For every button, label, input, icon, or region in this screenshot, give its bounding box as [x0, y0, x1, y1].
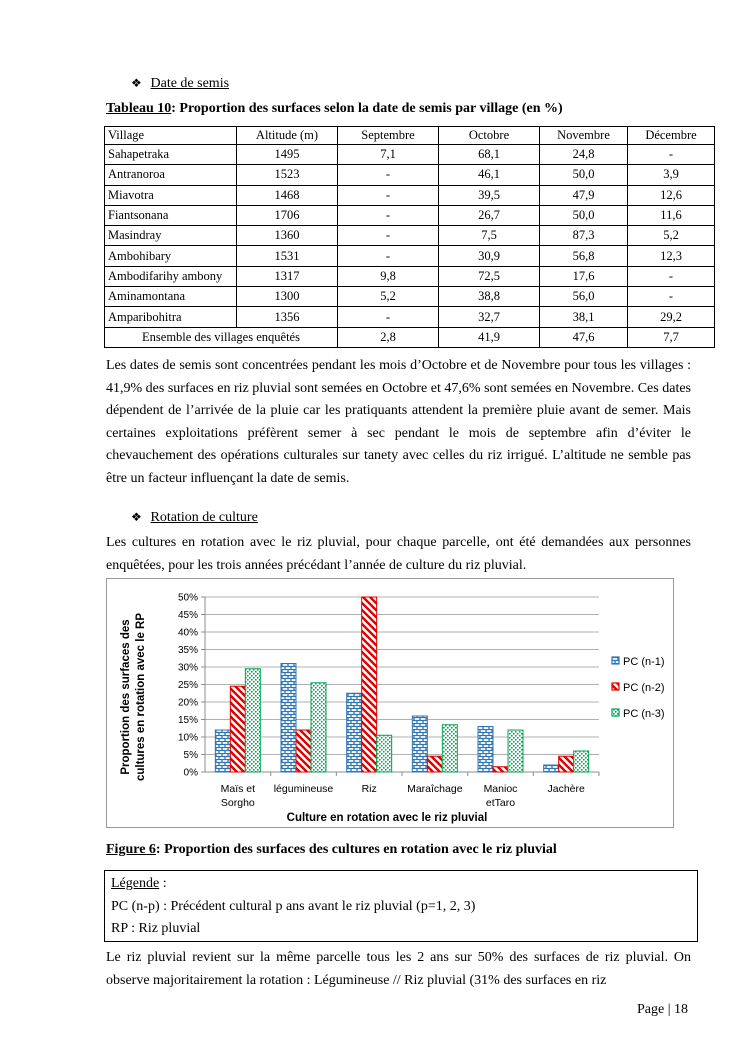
y-tick-label: 5% [183, 750, 198, 761]
y-tick-label: 25% [177, 680, 198, 691]
x-category-label: Manioc [483, 783, 518, 795]
table-header-row [105, 127, 715, 145]
table-row [105, 307, 715, 327]
table-cell: 1523 [237, 165, 338, 185]
table-cell: 39,5 [439, 185, 540, 205]
table-header-cell: Novembre [540, 127, 628, 145]
x-axis-title: Culture en rotation avec le riz pluvial [286, 812, 488, 824]
y-axis-title-line1: Proportion des surfaces des [120, 619, 132, 775]
page-footer [637, 1002, 688, 1018]
table-cell: - [338, 226, 439, 246]
table-cell: 50,0 [540, 165, 628, 185]
table-cell: 24,8 [540, 145, 628, 165]
table-total-row [105, 327, 715, 347]
table-cell: 56,8 [540, 246, 628, 266]
table-cell: 5,2 [628, 226, 715, 246]
table-row [105, 226, 715, 246]
table-cell: - [338, 205, 439, 225]
table-header-cell: Octobre [439, 127, 540, 145]
y-tick-label: 15% [177, 715, 198, 726]
table-cell: 47,9 [540, 185, 628, 205]
table-cell: 1531 [237, 246, 338, 266]
bar-pc-n-3 [574, 751, 589, 772]
paragraph-sowing-dates: Les dates de semis sont concentrées pendant les mois d’Octobre et de Novembre pour tous les villages : 41,9% des surfaces en riz pluvial sont semées en Octobre et 47,6% sont semées en Novembre. Ces dates dépendent de l’arrivée de la pluie car les pratiquants attendent la première pluie avant de semer. Mais certaines exploitations préfèrent semer à sec pendant le mois de septembre afin d’éviter le chevauchement des opérations culturales sur tanety avec celles du riz irrigué. L’altitude ne semble pas être un facteur influençant la date de semis. [106, 358, 691, 486]
legend-title-suffix: : [159, 876, 167, 891]
y-tick-label: 10% [177, 732, 198, 744]
figure-caption-label: Figure 6 [106, 842, 156, 857]
page-number: 18 [674, 1002, 689, 1017]
bar-pc-n-1 [412, 716, 427, 772]
bar-pc-n-1 [544, 765, 559, 772]
legend-swatch [612, 709, 619, 716]
table-row [105, 145, 715, 165]
table-cell: 1317 [237, 266, 338, 286]
y-tick-label: 35% [177, 645, 198, 656]
legend-title-line [111, 873, 691, 896]
legend-box [104, 870, 698, 942]
sowing-date-table [104, 126, 715, 348]
legend-label: PC (n-2) [623, 682, 665, 694]
rotation-chart-frame [106, 578, 674, 828]
table-cell: 68,1 [439, 145, 540, 165]
table-header-cell: Septembre [338, 127, 439, 145]
table-cell: - [628, 287, 715, 307]
total-cell: 47,6 [540, 327, 628, 347]
bar-pc-n-3 [311, 683, 326, 772]
table-row [105, 246, 715, 266]
table-caption [106, 101, 563, 117]
bar-pc-n-3 [245, 669, 260, 772]
bar-pc-n-1 [215, 730, 230, 772]
bar-pc-n-3 [442, 725, 457, 772]
legend-title: Légende [111, 876, 160, 891]
rotation-bar-chart [107, 579, 673, 827]
table-cell: 7,1 [338, 145, 439, 165]
legend-label: PC (n-1) [623, 656, 665, 668]
bar-pc-n-2 [427, 756, 442, 772]
y-tick-label: 30% [177, 662, 198, 674]
x-category-label: Maraîchage [407, 783, 463, 795]
bar-pc-n-3 [508, 730, 523, 772]
table-cell: 1495 [237, 145, 338, 165]
table-cell: 50,0 [540, 205, 628, 225]
table-cell: 72,5 [439, 266, 540, 286]
total-cell: 2,8 [338, 327, 439, 347]
x-category-label: légumineuse [273, 783, 334, 795]
bar-pc-n-2 [362, 597, 377, 772]
table-cell: - [628, 145, 715, 165]
paragraph-rotation-result: Le riz pluvial revient sur la même parcelle tous les 2 ans sur 50% des surfaces de riz pluvial. On observe majoritairement la rotation : Légumineuse // Riz pluvial (31% des surfaces en riz [106, 950, 691, 988]
table-cell: 7,5 [439, 226, 540, 246]
bar-pc-n-2 [559, 756, 574, 772]
table-cell: 1706 [237, 205, 338, 225]
table-row [105, 165, 715, 185]
bar-pc-n-1 [478, 727, 493, 773]
legend-label: PC (n-3) [623, 708, 665, 720]
table-cell: 1360 [237, 226, 338, 246]
table-header-cell: Altitude (m) [237, 127, 338, 145]
table-cell: 29,2 [628, 307, 715, 327]
bar-pc-n-2 [493, 767, 508, 772]
total-cell: 41,9 [439, 327, 540, 347]
table-cell: 32,7 [439, 307, 540, 327]
table-cell: 12,6 [628, 185, 715, 205]
y-tick-label: 45% [177, 610, 198, 621]
y-tick-label: 20% [177, 697, 198, 709]
table-header-cell: Village [105, 127, 237, 145]
table-cell: - [338, 185, 439, 205]
diamond-bullet-icon: ❖ [131, 76, 142, 90]
x-category-label: Riz [361, 783, 377, 795]
table-cell: 87,3 [540, 226, 628, 246]
table-cell: 1300 [237, 287, 338, 307]
y-axis-title-line2: cultures en rotation avec le RP [135, 612, 147, 782]
village-name-cell: Masindray [105, 226, 237, 246]
table-cell: 1356 [237, 307, 338, 327]
y-tick-label: 0% [183, 767, 198, 779]
page-label: Page | [637, 1002, 671, 1017]
paragraph-rotation-intro: Les cultures en rotation avec le riz pluvial, pour chaque parcelle, ont été demandées aux personnes enquêtées, pour les trois années précédant l’année de culture du riz pluvial. [106, 535, 691, 573]
diamond-bullet-icon: ❖ [131, 510, 142, 524]
section-heading-text: Rotation de culture [150, 510, 258, 525]
table-caption-label: Tableau 10 [106, 101, 172, 116]
figure-caption-text: : Proportion des surfaces des cultures en rotation avec le riz pluvial [155, 842, 557, 857]
table-row [105, 185, 715, 205]
table-row [105, 287, 715, 307]
village-name-cell: Aminamontana [105, 287, 237, 307]
table-caption-text: : Proportion des surfaces selon la date de semis par village (en %) [171, 101, 563, 116]
y-tick-label: 40% [177, 627, 198, 639]
total-label-cell: Ensemble des villages enquêtés [105, 327, 338, 347]
village-name-cell: Fiantsonana [105, 205, 237, 225]
table-cell: 30,9 [439, 246, 540, 266]
table-cell: 56,0 [540, 287, 628, 307]
table-cell: 9,8 [338, 266, 439, 286]
table-cell: 12,3 [628, 246, 715, 266]
table-cell: 11,6 [628, 205, 715, 225]
village-name-cell: Miavotra [105, 185, 237, 205]
table-cell: 17,6 [540, 266, 628, 286]
x-category-label: Maïs et [220, 783, 256, 795]
bar-pc-n-1 [347, 693, 362, 772]
section-heading-text: Date de semis [150, 76, 230, 91]
table-row [105, 205, 715, 225]
legend-swatch [612, 657, 619, 664]
section-heading-date-de-semis [131, 75, 229, 92]
village-name-cell: Ambodifarihy ambony [105, 266, 237, 286]
village-name-cell: Antranoroa [105, 165, 237, 185]
x-category-label: Sorgho [220, 797, 255, 809]
table-cell: - [628, 266, 715, 286]
table-cell: - [338, 307, 439, 327]
table-cell: - [338, 165, 439, 185]
total-cell: 7,7 [628, 327, 715, 347]
village-name-cell: Amparibohitra [105, 307, 237, 327]
legend-swatch [612, 683, 619, 690]
village-name-cell: Sahapetraka [105, 145, 237, 165]
table-cell: 26,7 [439, 205, 540, 225]
bar-pc-n-2 [296, 730, 311, 772]
table-cell: 3,9 [628, 165, 715, 185]
y-tick-label: 50% [177, 592, 198, 604]
table-cell: 5,2 [338, 287, 439, 307]
bar-pc-n-2 [230, 686, 245, 772]
bar-pc-n-3 [377, 735, 392, 772]
table-row [105, 266, 715, 286]
x-category-label: Jachère [547, 783, 585, 795]
table-cell: 1468 [237, 185, 338, 205]
table-cell: - [338, 246, 439, 266]
bar-pc-n-1 [281, 664, 296, 773]
table-header-cell: Décembre [628, 127, 715, 145]
legend-line-pc: PC (n-p) : Précédent cultural p ans avant le riz pluvial (p=1, 2, 3) [111, 898, 476, 914]
legend-line-rp: RP : Riz pluvial [111, 921, 201, 936]
table-cell: 46,1 [439, 165, 540, 185]
section-heading-rotation [131, 509, 258, 526]
x-category-label: etTaro [485, 797, 516, 809]
table-cell: 38,8 [439, 287, 540, 307]
figure-caption [106, 842, 557, 858]
table-cell: 38,1 [540, 307, 628, 327]
village-name-cell: Ambohibary [105, 246, 237, 266]
